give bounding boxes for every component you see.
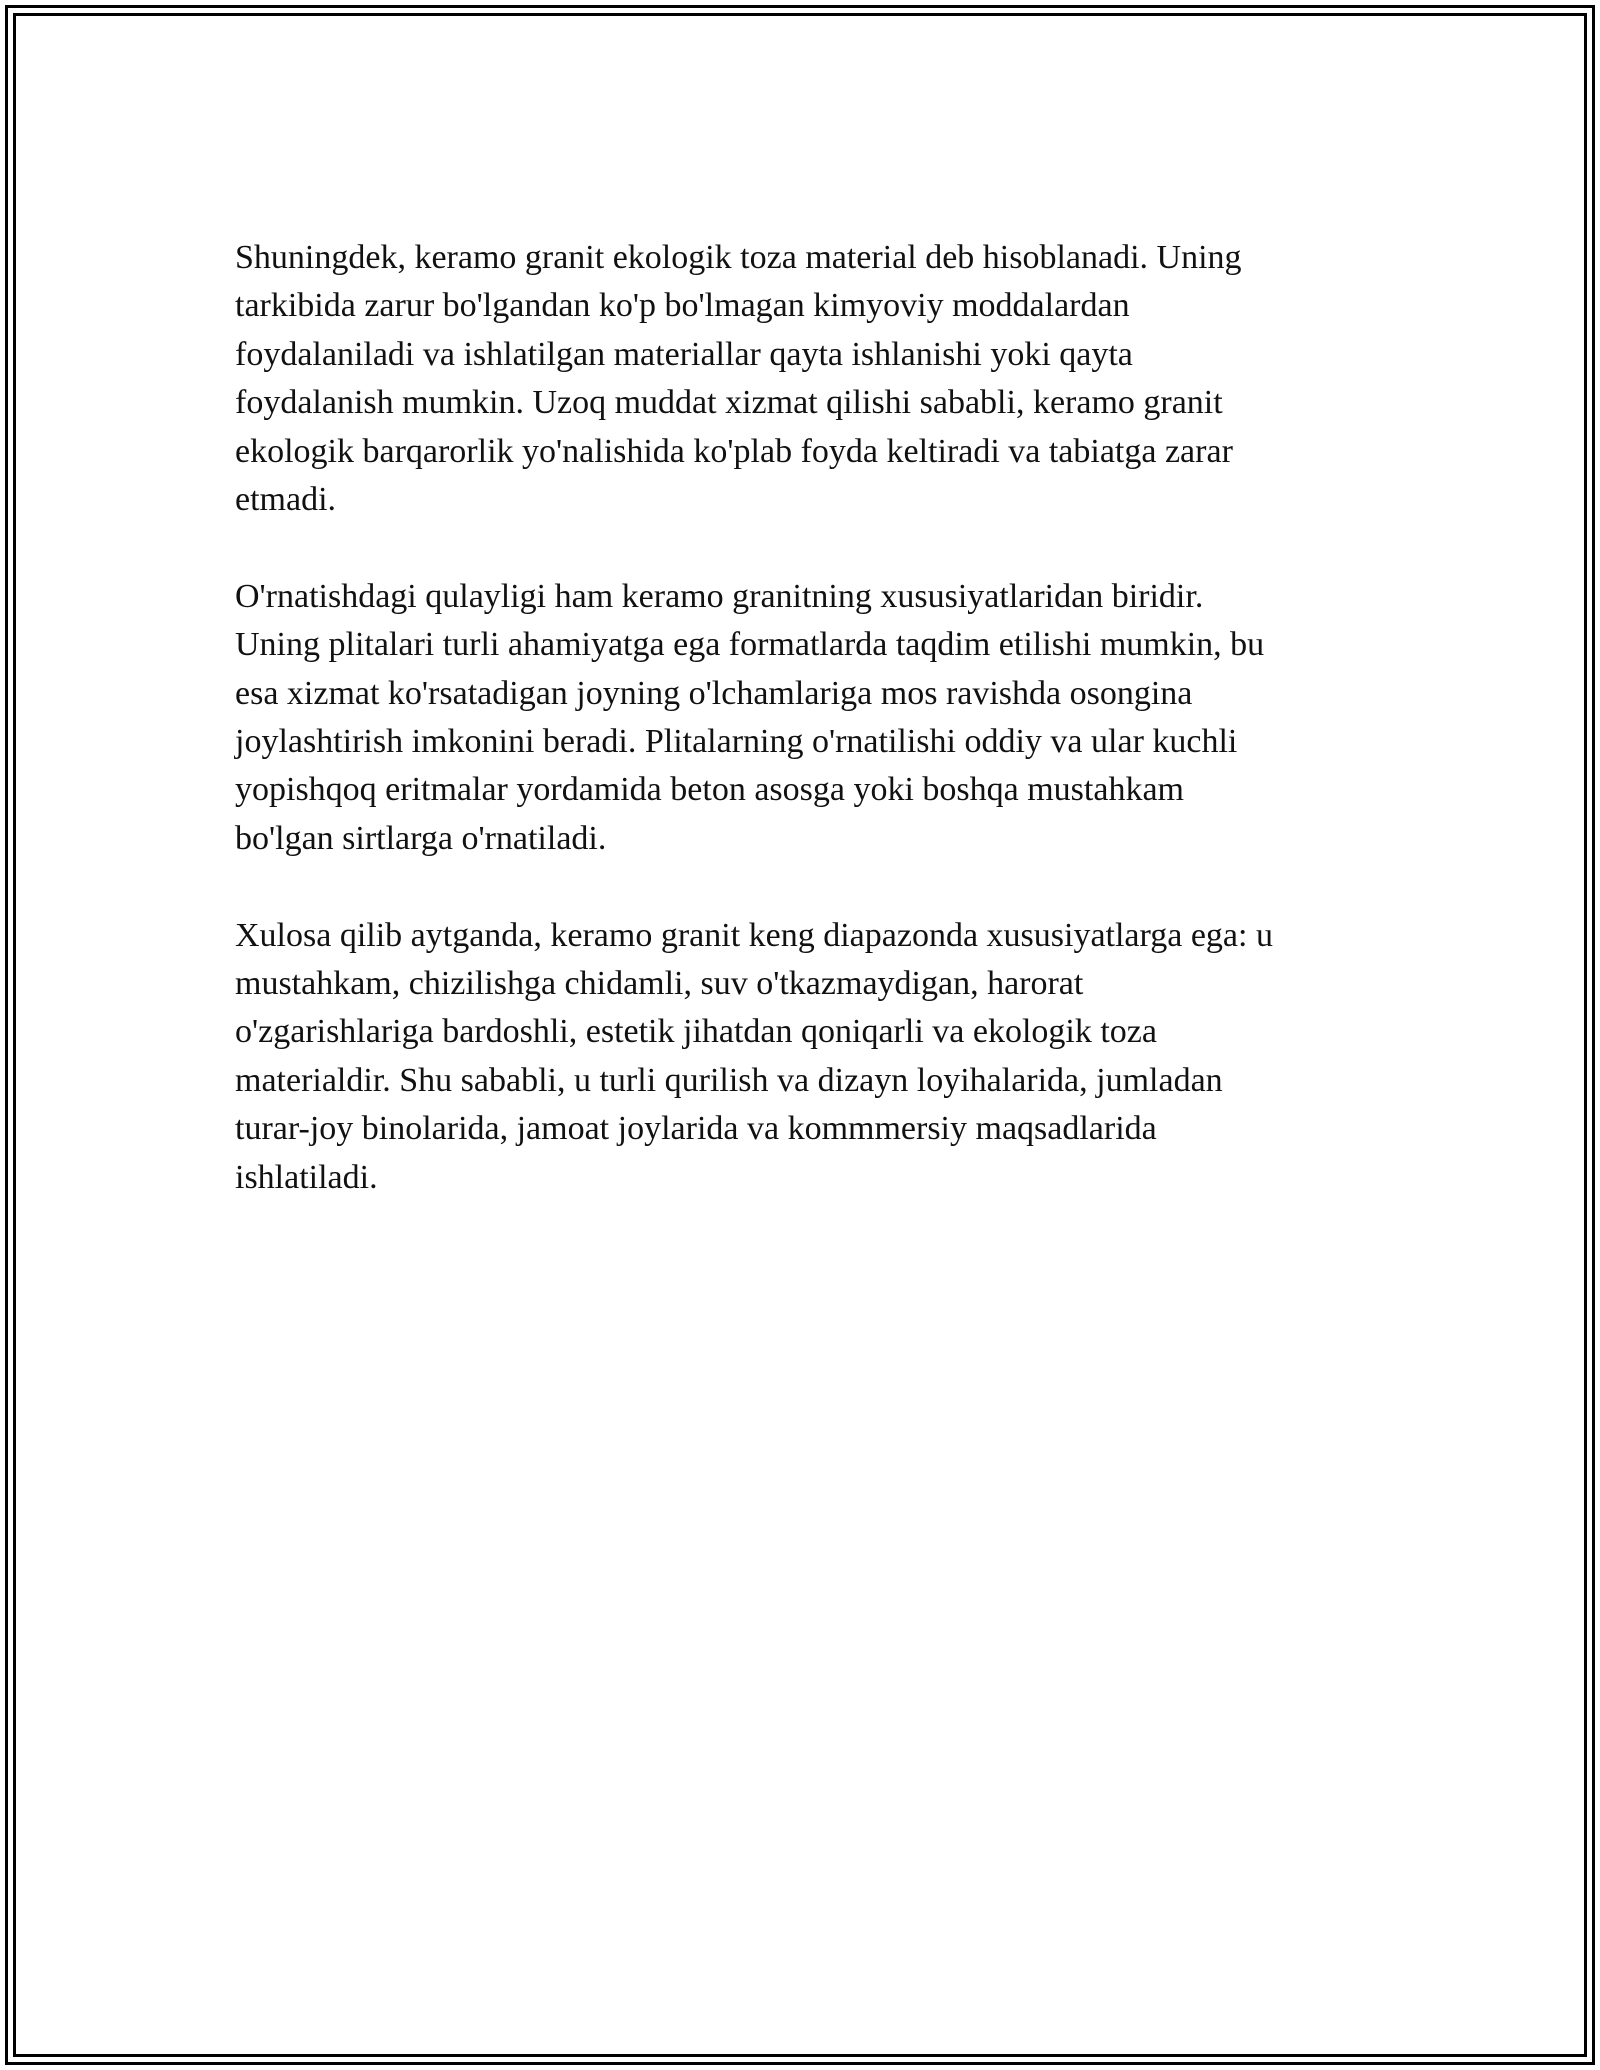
text-line: Shuningdek, keramo granit ekologik toza material deb hisoblanadi. Uning <box>235 239 1242 276</box>
paragraph-installation <box>235 573 1385 863</box>
text-line: Uning plitalari turli ahamiyatga ega formatlarda taqdim etilishi mumkin, bu <box>235 626 1265 664</box>
text-line: esa xizmat ko'rsatadigan joyning o'lchamlariga mos ravishda osongina <box>235 674 1193 712</box>
text-line: O'rnatishdagi qulayligi ham keramo granitning xususiyatlaridan biridir. <box>235 577 1204 615</box>
paragraph-eco-friendly <box>235 234 1385 524</box>
text-line: Xulosa qilib aytganda, keramo granit keng diapazonda xususiyatlarga ega: u <box>235 916 1273 954</box>
text-line: materialdir. Shu sababli, u turli qurilish va dizayn loyihalarida, jumladan <box>235 1061 1223 1099</box>
text-line: joylashtirish imkonini beradi. Plitalarning o'rnatilishi oddiy va ular kuchli <box>235 723 1238 761</box>
text-line: etmadi. <box>235 481 337 519</box>
text-line: yopishqoq eritmalar yordamida beton asosga yoki boshqa mustahkam <box>235 771 1184 809</box>
text-line: ekologik barqarorlik yo'nalishida ko'plab foyda keltiradi va tabiatga zarar <box>235 432 1233 470</box>
text-line: foydalanish mumkin. Uzoq muddat xizmat qilishi sababli, keramo granit <box>235 384 1223 422</box>
text-line: foydalaniladi va ishlatilgan materiallar qayta ishlanishi yoki qayta <box>235 335 1133 373</box>
text-line: bo'lgan sirtlarga o'rnatiladi. <box>235 819 607 857</box>
paragraph-conclusion <box>235 912 1385 1202</box>
document-body <box>235 234 1385 1250</box>
text-line: o'zgarishlariga bardoshli, estetik jihatdan qoniqarli va ekologik toza <box>235 1013 1157 1051</box>
text-line: mustahkam, chizilishga chidamli, suv o'tkazmaydigan, harorat <box>235 965 1084 1003</box>
text-line: tarkibida zarur bo'lgandan ko'p bo'lmagan kimyoviy moddalardan <box>235 287 1130 325</box>
text-line: turar-joy binolarida, jamoat joylarida va kommmersiy maqsadlarida <box>235 1110 1157 1148</box>
text-line: ishlatiladi. <box>235 1158 378 1196</box>
